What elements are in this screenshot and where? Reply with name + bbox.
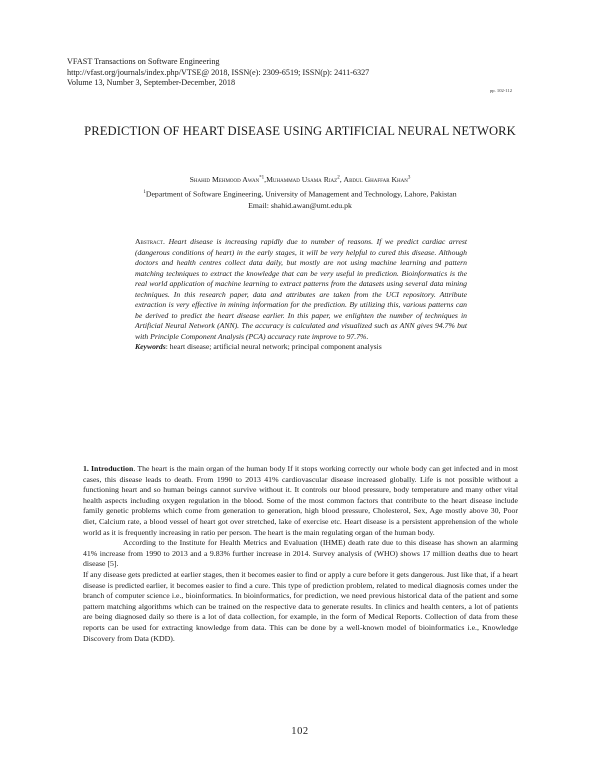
author-list: Shahid Mehmood Awan$^{*1}$,Muhammad Usama Riaz$^2$, Abdul Ghaffar Khan$^3$ — [189, 175, 411, 184]
introduction-section — [83, 464, 518, 644]
journal-name: VFAST Transactions on Software Engineering — [67, 57, 220, 66]
affiliation-mark: 1 — [143, 190, 146, 195]
intro-paragraph-1 — [83, 464, 518, 538]
keywords-text: : heart disease; artificial neural network; principal component analysis — [165, 342, 382, 351]
affiliation-block — [70, 187, 530, 211]
contact-email: Email: shahid.awan@umt.edu.pk — [248, 200, 352, 210]
journal-volume: Volume 13, Number 3, September-December, 2018 — [67, 78, 236, 88]
author-2-name: Muhammad Usama Riaz — [266, 175, 338, 184]
intro-paragraph-3: If any disease gets predicted at earlier stages, then it becomes easier to find or apply a cure before it gets dangerous. Just like that, if a heart disease is predicted earlier, it becomes easier to find a cure. This type of prediction problem, related to medical diagnosis comes under the branch of computer science i.e., bioinformatics. In bioinformatics, for prediction, we need previous historical data of the patient and some pattern matching algorithms which can be trained on the respective data to generate results. In clinics and health centers, a lot of patients are being diagnosed daily so there is a lot of data collection, for example, in the form of Medical Reports. Collection of data from these reports can be used for extracting knowledge from data. This can be done by a well-known model of bioinformatics i.e., Knowledge Discovery from Data (KDD). — [83, 569, 518, 643]
author-2-mark: 2 — [337, 175, 340, 181]
page-range: pp. 102-112 — [490, 88, 513, 93]
author-1-name: Shahid Mehmood Awan — [189, 175, 260, 184]
affiliation: Department of Software Engineering, University of Management and Technology, Lahore, Pakistan — [145, 189, 457, 199]
abstract-text: Heart disease is increasing rapidly due to number of reasons. If we predict cardiac arrest (dangerous conditions of heart) in the early stages, it will be very helpful to cured this disease. Although doctors and health centres collect data daily, but mostly are not using machine learning and pattern matching techniques to extract the knowledge that can be very useful in prediction. Bioinformatics is the real world application of machine learning to extract patterns from the datasets using several data mining techniques. In this research paper, data and attributes are taken from the UCI repository. Attribute extraction is very effective in mining information for the prediction. By utilizing this, various patterns can be derived to predict the heart disease earlier. In this paper, we enlighten the number of techniques in Artificial Neural Network (ANN). The accuracy is calculated and visualized such as ANN gives 94.7% but with Principle Component Analysis (PCA) accuracy rate improve to 97.7%. — [135, 237, 468, 341]
page-number: 102 — [291, 726, 309, 737]
abstract — [135, 237, 467, 353]
journal-url-issn: http://vfast.org/journals/index.php/VTSE@ 2018, ISSN(e): 2309-6519; ISSN(p): 2411-6327 — [67, 67, 370, 77]
author-3-name: Abdul Ghaffar Khan — [343, 175, 408, 184]
keywords-label: Keywords — [135, 342, 166, 351]
intro-paragraph-1-text: . The heart is the main organ of the human body If it stops working correctly our whole body can get infected and in most cases, this disease leads to death. From 1990 to 2013 41% cardiovascular disease increased globally. Life is not possible without a functioning heart and so human beings cannot survive without it. It controls our blood pressure, body temperature and many other vital health aspects including oxygen regulation in the blood. Some of the most common factors that contribute to the heart disease include family genetic problems which come from generation to generation, high blood pressure, Cholesterol, Sex, Age mostly above 30, Poor diet, Calcium rate, a blood vessel of heart got over stretched, lake of exercise etc. Heart disease is a persistent apprehension of the whole world as it is frequently increasing in ratio per person. The heart is the main regulating organ of the human body. — [83, 464, 518, 537]
paper-title: PREDICTION OF HEART DISEASE USING ARTIFICIAL NEURAL NETWORK — [84, 124, 516, 138]
keywords-line — [135, 342, 467, 353]
intro-heading: 1. Introduction — [83, 464, 134, 473]
author-3-mark: 3 — [407, 175, 411, 181]
journal-header — [67, 57, 537, 89]
intro-paragraph-2: According to the Institute for Health Metrics and Evaluation (IHME) death rate due to this disease has shown an alarming 41% increase from 1990 to 2013 and a 9.83% further increase in 2014. Survey analysis of (WHO) shows 17 million deaths due to heart disease [5]. — [83, 538, 518, 569]
author-1-mark: *1 — [259, 175, 265, 181]
abstract-label: Abstract. — [135, 237, 165, 246]
